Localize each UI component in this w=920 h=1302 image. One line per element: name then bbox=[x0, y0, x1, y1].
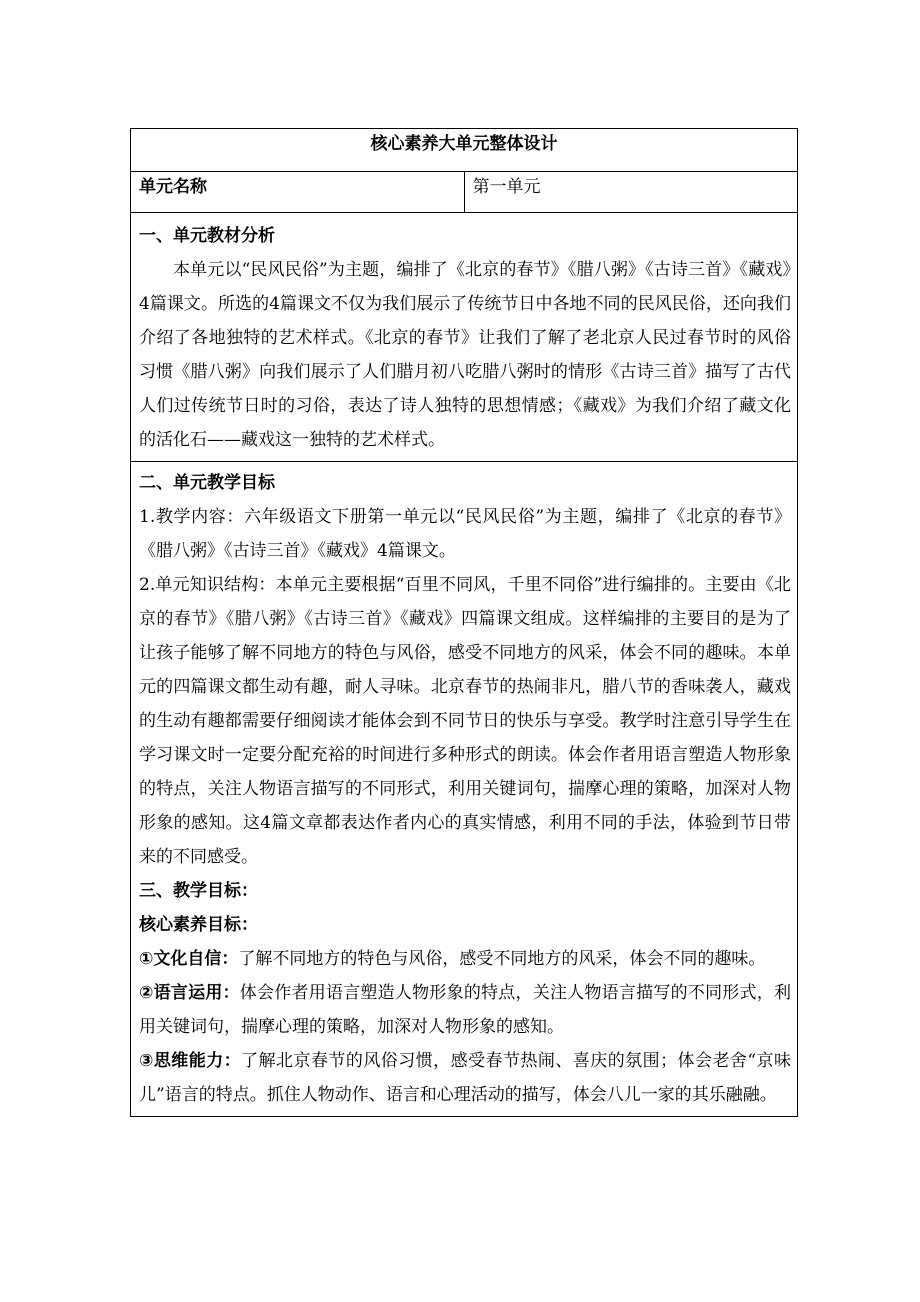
section2-item1: 1.教学内容：六年级语文下册第一单元以“民风民俗”为主题，编排了《北京的春节》《腊八粥》《古诗三首》《藏戏》4篇课文。 bbox=[139, 507, 791, 561]
document-title: 核心素养大单元整体设计 bbox=[131, 129, 798, 172]
goal2-label: ②语言运用： bbox=[139, 983, 240, 1003]
section2-heading: 二、单元教学目标 bbox=[139, 473, 275, 493]
section-teaching-goals bbox=[131, 462, 798, 1117]
goal-language-use bbox=[139, 976, 791, 1044]
unit-name-value: 第一单元 bbox=[464, 172, 798, 213]
goal-cultural-confidence bbox=[139, 942, 791, 976]
goal3-label: ③思维能力： bbox=[139, 1051, 242, 1071]
goal1-text: 了解不同地方的特色与风俗，感受不同地方的风采，体会不同的趣味。 bbox=[238, 949, 766, 969]
section-material-analysis bbox=[131, 213, 798, 462]
goal1-label: ①文化自信： bbox=[139, 949, 239, 969]
core-literacy-heading: 核心素养目标： bbox=[139, 915, 258, 935]
section1-body: 本单元以“民风民俗”为主题，编排了《北京的春节》《腊八粥》《古诗三首》《藏戏》4篇课文。所选的4篇课文不仅为我们展示了传统节日中各地不同的民风民俗，还向我们介绍了各地独特的艺术样式。《北京的春节》让我们了解了老北京人民过春节时的风俗习惯《腊八粥》向我们展示了人们腊月初八吃腊八粥时的情形《古诗三首》描写了古代人们过传统节日时的习俗，表达了诗人独特的思想情感；《藏戏》为我们介绍了藏文化的活化石——藏戏这一独特的艺术样式。 bbox=[139, 260, 791, 450]
unit-name-label: 单元名称 bbox=[131, 172, 465, 213]
section2-item2: 2.单元知识结构：本单元主要根据“百里不同风，千里不同俗”进行编排的。主要由《北京的春节》《腊八粥》《古诗三首》《藏戏》四篇课文组成。这样编排的主要目的是为了让孩子能够了解不同地方的特色与风俗，感受不同地方的风采，体会不同的趣味。本单元的四篇课文都生动有趣，耐人寻味。北京春节的热闹非凡，腊八节的香味袭人，藏戏的生动有趣都需要仔细阅读才能体会到不同节日的快乐与享受。教学时注意引导学生在学习课文时一定要分配充裕的时间进行多种形式的朗读。体会作者用语言塑造人物形象的特点，关注人物语言描写的不同形式，利用关键词句，揣摩心理的策略，加深对人物形象的感知。这4篇文章都表达作者内心的真实情感，利用不同的手法，体验到节日带来的不同感受。 bbox=[139, 575, 791, 867]
design-table bbox=[130, 128, 798, 1117]
section3-heading: 三、教学目标： bbox=[139, 881, 258, 901]
goal3-text: 了解北京春节的风俗习惯，感受春节热闹、喜庆的氛围；体会老舍“京味儿”语言的特点。抓住人物动作、语言和心理活动的描写，体会八儿一家的其乐融融。 bbox=[139, 1051, 791, 1105]
goal-thinking-ability bbox=[139, 1044, 791, 1112]
section1-heading: 一、单元教材分析 bbox=[139, 226, 275, 246]
goal2-text: 体会作者用语言塑造人物形象的特点，关注人物语言描写的不同形式，利用关键词句，揣摩心理的策略，加深对人物形象的感知。 bbox=[139, 983, 791, 1037]
